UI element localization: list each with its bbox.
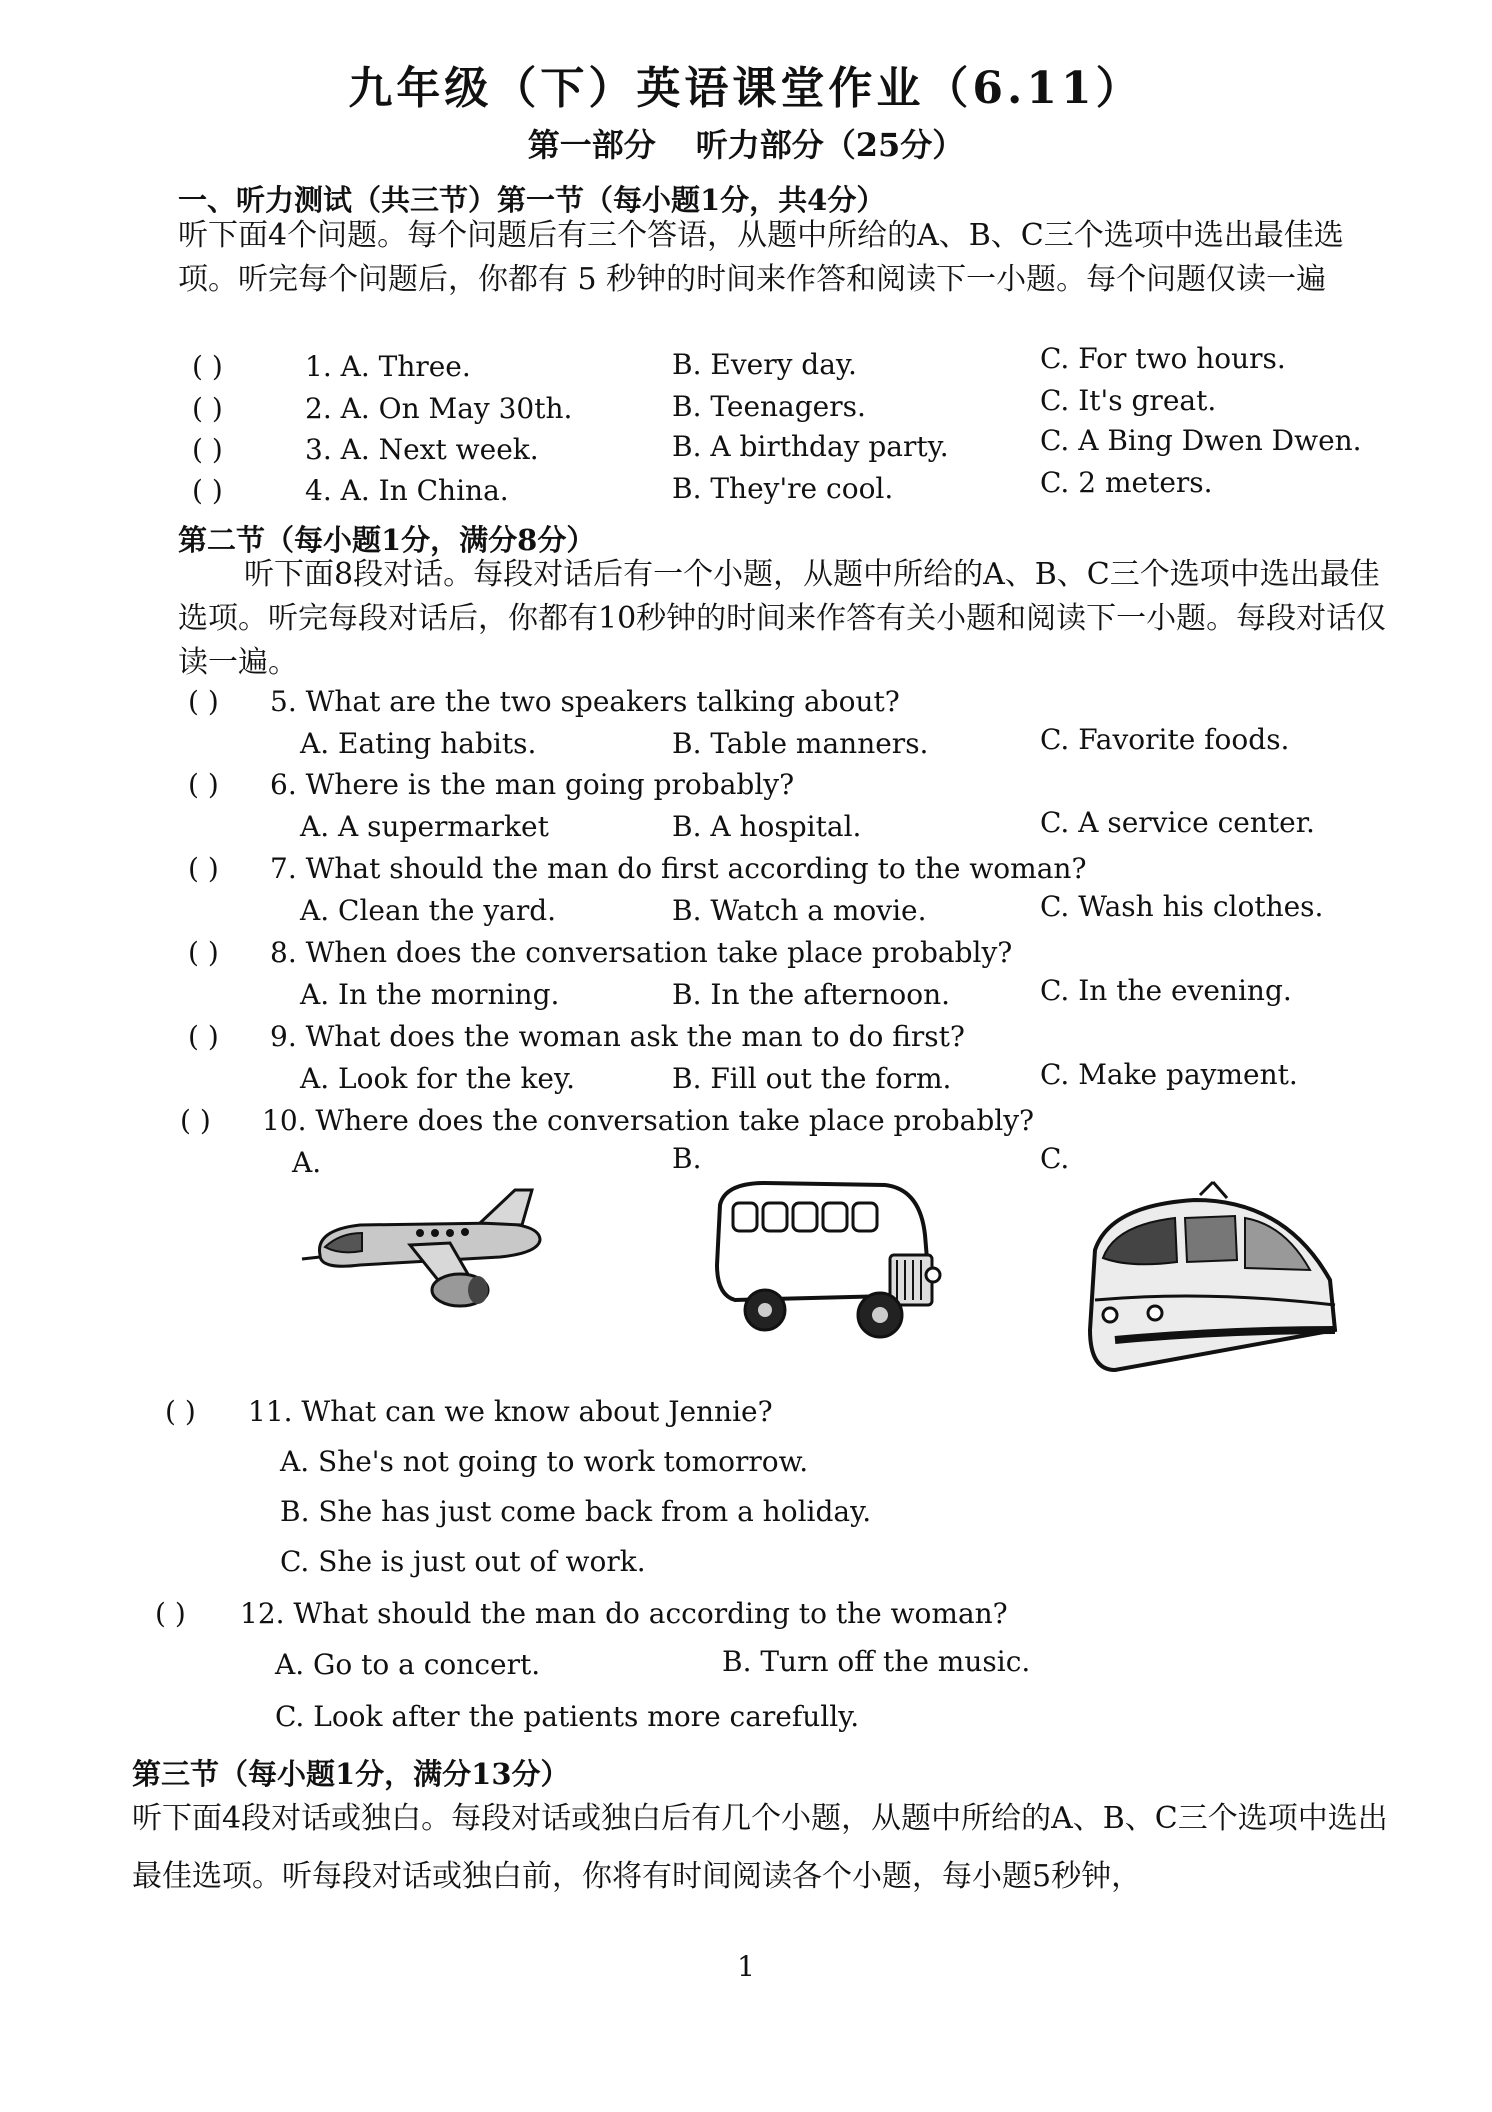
- section2-instructions: 听下面8段对话。每段对话后有一个小题，从题中所给的A、B、C三个选项中选出最佳选项。听完每段对话后，你都有10秒钟的时间来作答有关小题和阅读下一小题。每段对话仅读一遍。: [178, 557, 1387, 680]
- section1-heading: 一、听力测试（共三节）第一节（每小题1分，共4分）: [178, 183, 886, 217]
- option-b: B. A birthday party.: [672, 430, 949, 463]
- answer-paren: ( ): [188, 1020, 219, 1053]
- question-text: 9. What does the woman ask the man to do first?: [270, 1020, 965, 1053]
- option-a: A. Eating habits.: [300, 727, 537, 760]
- option-c: C. A Bing Dwen Dwen.: [1040, 424, 1362, 457]
- answer-paren: ( ): [188, 936, 219, 969]
- answer-paren: ( ): [192, 392, 223, 425]
- answer-paren: ( ): [155, 1597, 186, 1630]
- option-c: C. Favorite foods.: [1040, 723, 1290, 756]
- question-text: 10. Where does the conversation take place probably?: [262, 1104, 1035, 1137]
- option-a: 4. A. In China.: [305, 474, 509, 507]
- option-a: A. Clean the yard.: [300, 894, 557, 927]
- question-text: 6. Where is the man going probably?: [270, 768, 795, 801]
- option-c: C. For two hours.: [1040, 342, 1286, 375]
- option-a: A. A supermarket: [300, 810, 549, 843]
- answer-paren: ( ): [188, 852, 219, 885]
- option-b-label: B.: [672, 1142, 702, 1175]
- section2-heading: 第二节（每小题1分，满分8分）: [178, 523, 596, 557]
- option-c: C. She is just out of work.: [280, 1545, 646, 1578]
- option-a: A. Go to a concert.: [275, 1648, 541, 1681]
- question-text: 11. What can we know about Jennie?: [248, 1395, 773, 1428]
- option-c: C. In the evening.: [1040, 974, 1292, 1007]
- question-text: 5. What are the two speakers talking about?: [270, 685, 900, 718]
- page-title: 九年级（下）英语课堂作业（6.11）: [348, 63, 1144, 114]
- option-b: B. Turn off the music.: [722, 1645, 1031, 1678]
- option-c: C. It's great.: [1040, 384, 1217, 417]
- section3-heading: 第三节（每小题1分，满分13分）: [132, 1757, 570, 1791]
- question-text: 12. What should the man do according to the woman?: [240, 1597, 1008, 1630]
- option-c: C. Wash his clothes.: [1040, 890, 1324, 923]
- bus-image: [705, 1175, 955, 1350]
- option-c-label: C.: [1040, 1142, 1070, 1175]
- option-b: B. They're cool.: [672, 472, 894, 505]
- option-c: C. Make payment.: [1040, 1058, 1298, 1091]
- option-a-label: A.: [292, 1146, 322, 1179]
- option-a: A. She's not going to work tomorrow.: [280, 1445, 809, 1478]
- option-b: B. Table manners.: [672, 727, 929, 760]
- airplane-image: [300, 1185, 550, 1315]
- option-a: 1. A. Three.: [305, 350, 471, 383]
- answer-paren: ( ): [188, 685, 219, 718]
- part-heading: [0, 120, 1492, 166]
- part-name: 听力部分（25分）: [695, 126, 965, 164]
- option-b: B. She has just come back from a holiday.: [280, 1495, 872, 1528]
- part-label: 第一部分: [527, 126, 656, 164]
- option-b: B. Fill out the form.: [672, 1062, 952, 1095]
- answer-paren: ( ): [192, 433, 223, 466]
- option-b: B. A hospital.: [672, 810, 862, 843]
- section1-instructions: 听下面4个问题。每个问题后有三个答语，从题中所给的A、B、C三个选项中选出最佳选项。听完每个问题后，你都有 5 秒钟的时间来作答和阅读下一小题。每个问题仅读一遍: [178, 218, 1344, 297]
- answer-paren: ( ): [188, 768, 219, 801]
- answer-paren: ( ): [192, 474, 223, 507]
- option-b: B. Watch a movie.: [672, 894, 927, 927]
- section3-instructions: 听下面4段对话或独白。每段对话或独白后有几个小题，从题中所给的A、B、C三个选项中选出最佳选项。听每段对话或独白前，你将有时间阅读各个小题，每小题5秒钟，: [132, 1801, 1388, 1894]
- option-a: A. In the morning.: [300, 978, 560, 1011]
- train-image: [1085, 1180, 1340, 1375]
- option-b: B. In the afternoon.: [672, 978, 951, 1011]
- question-text: 8. When does the conversation take place probably?: [270, 936, 1013, 969]
- option-b: B. Teenagers.: [672, 390, 866, 423]
- question-text: 7. What should the man do first according to the woman?: [270, 852, 1087, 885]
- option-a: A. Look for the key.: [300, 1062, 575, 1095]
- answer-paren: ( ): [192, 350, 223, 383]
- option-a: 2. A. On May 30th.: [305, 392, 573, 425]
- answer-paren: ( ): [165, 1395, 196, 1428]
- option-a: 3. A. Next week.: [305, 433, 539, 466]
- answer-paren: ( ): [180, 1104, 211, 1137]
- option-c: C. 2 meters.: [1040, 466, 1213, 499]
- option-c: C. A service center.: [1040, 806, 1315, 839]
- option-c: C. Look after the patients more carefully.: [275, 1700, 860, 1733]
- page-number: 1: [737, 1950, 755, 1983]
- option-b: B. Every day.: [672, 348, 857, 381]
